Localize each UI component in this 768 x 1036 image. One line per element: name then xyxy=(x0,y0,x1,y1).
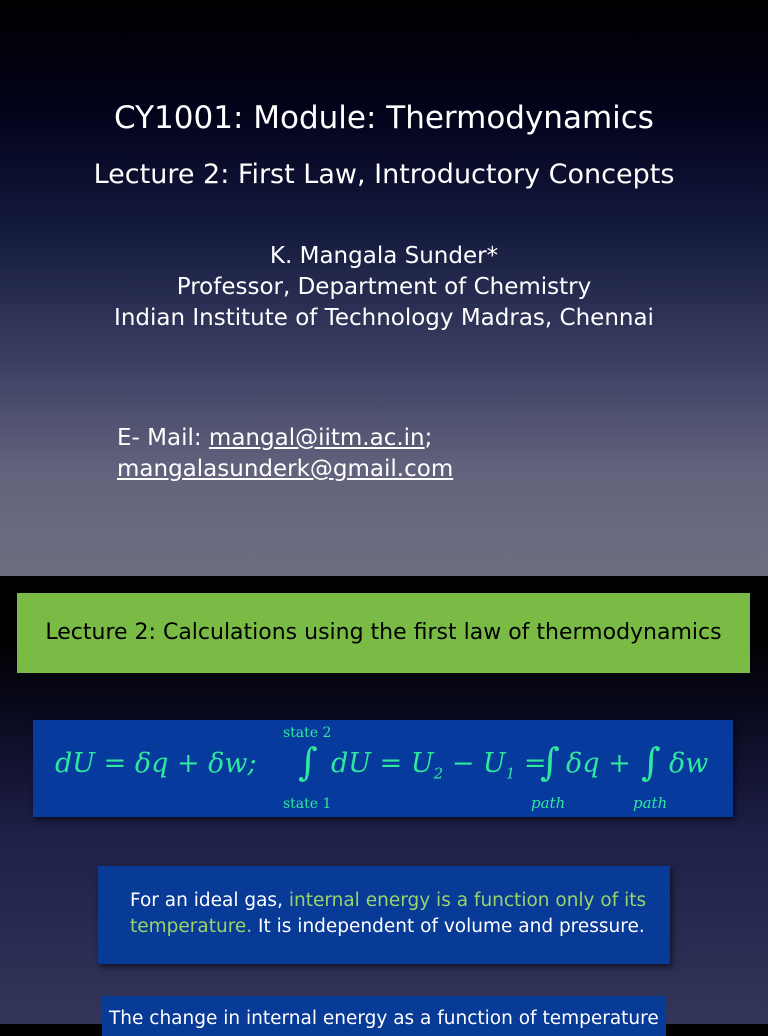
first-law-equation xyxy=(33,720,733,817)
email-block xyxy=(117,423,453,485)
ideal-gas-highlight-2: temperature. xyxy=(130,916,253,937)
ideal-gas-plain-2: It is independent of volume and pressure. xyxy=(252,916,645,937)
equation-lower-limit: state 1 xyxy=(283,796,332,812)
email-label: E- Mail: xyxy=(117,425,209,451)
equation-dw: δw xyxy=(669,748,709,779)
ideal-gas-highlight-1: internal energy is a function only of its xyxy=(288,890,647,911)
internal-energy-text: The change in internal energy as a function of temperature xyxy=(109,1008,659,1029)
integral-sign-w: ∫ xyxy=(641,740,661,784)
ideal-gas-text xyxy=(130,888,650,940)
integral-sign-q: ∫ xyxy=(540,740,560,784)
equation-differential: dU = δq + δw; xyxy=(55,748,257,779)
slide-subtitle: Lecture 2: First Law, Introductory Concepts xyxy=(93,159,675,190)
author-name: K. Mangala Sunder* xyxy=(269,243,499,269)
ideal-gas-note xyxy=(98,866,670,964)
author-block xyxy=(0,241,768,334)
ideal-gas-plain-1: For an ideal gas, xyxy=(130,890,289,911)
email-link-primary[interactable]: mangal@iitm.ac.in xyxy=(208,425,425,451)
path-label-q: path xyxy=(531,794,566,812)
eq-minus-u: − U xyxy=(443,748,506,779)
eq-sub-1: 1 xyxy=(505,764,516,783)
equation-integral-body xyxy=(331,748,546,782)
equation-upper-limit: state 2 xyxy=(283,725,332,741)
content-slide xyxy=(0,576,768,1029)
path-label-w: path xyxy=(633,794,668,812)
slide-title: CY1001: Module: Thermodynamics xyxy=(114,100,654,136)
eq-equals: = xyxy=(515,748,547,779)
email-separator: ; xyxy=(424,425,433,451)
author-affiliation: Indian Institute of Technology Madras, Chennai xyxy=(114,305,654,331)
eq-du-u: dU = U xyxy=(331,748,434,779)
eq-sub-2: 2 xyxy=(433,764,444,783)
email-link-secondary[interactable]: mangalasunderk@gmail.com xyxy=(117,456,454,482)
lecture-banner: Lecture 2: Calculations using the first law of thermodynamics xyxy=(17,593,750,673)
author-role: Professor, Department of Chemistry xyxy=(176,274,592,300)
internal-energy-note xyxy=(102,996,666,1036)
integral-sign: ∫ xyxy=(298,740,318,784)
equation-dq: δq + xyxy=(566,748,631,779)
